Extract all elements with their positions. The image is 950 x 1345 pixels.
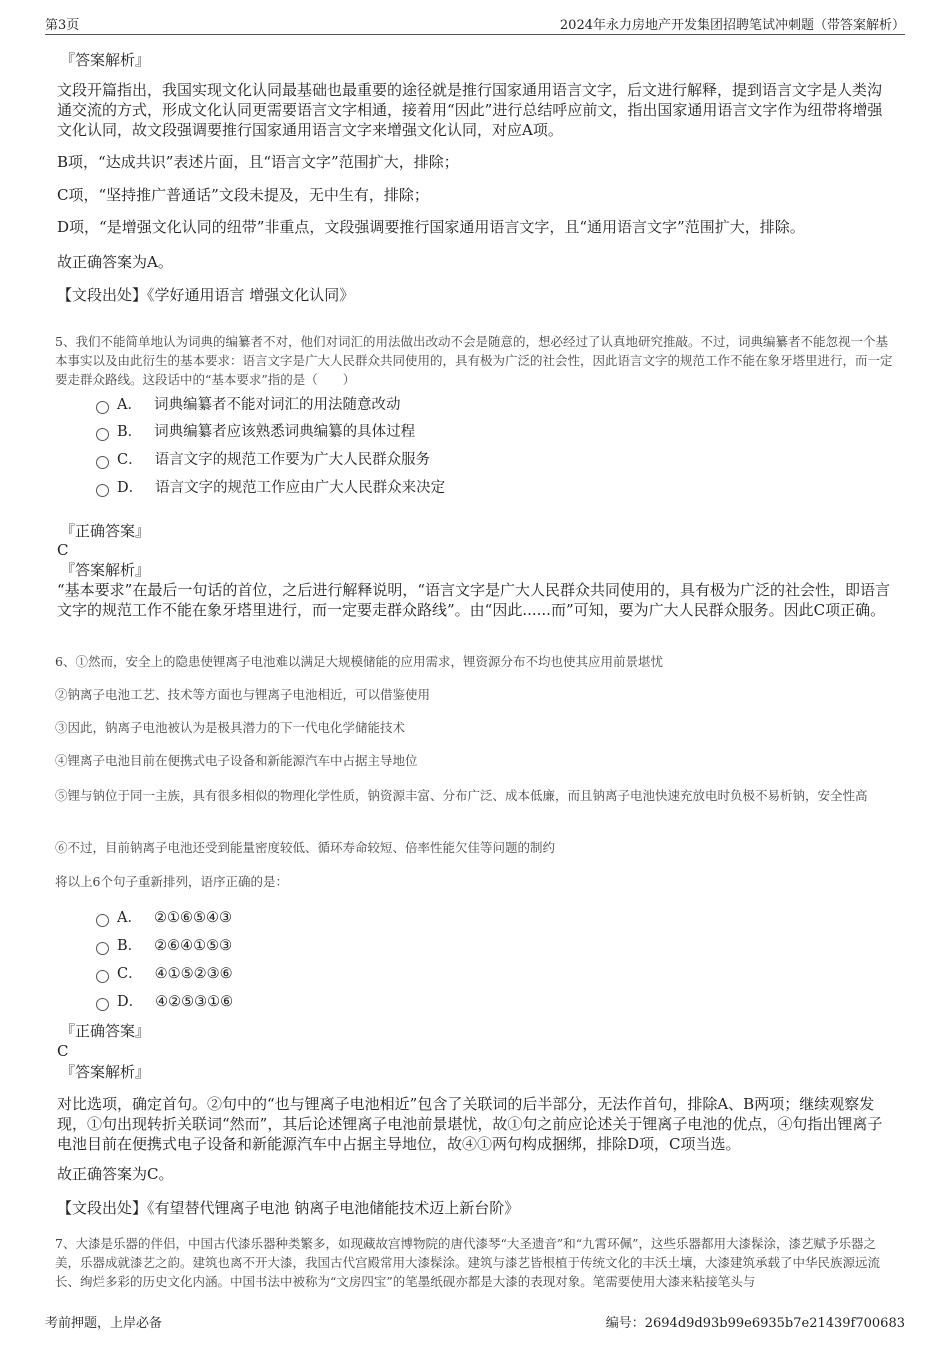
q5-analysis-label: 『答案解析』 — [60, 561, 151, 579]
option-text: ②⑥④①⑤③ — [154, 938, 233, 954]
q5-option-b[interactable] — [96, 422, 415, 442]
option-text: 词典编纂者应该熟悉词典编纂的具体过程 — [154, 424, 416, 440]
q5-option-d[interactable] — [96, 478, 445, 498]
q6-analysis-label: 『答案解析』 — [60, 1063, 151, 1081]
option-letter: A． — [117, 397, 142, 413]
q6-option-c[interactable] — [96, 964, 233, 984]
option-text: ④①⑤②③⑥ — [154, 966, 233, 982]
radio-icon[interactable] — [96, 998, 109, 1011]
q4-final-answer: 故正确答案为A。 — [57, 253, 173, 271]
q6-prompt: 将以上6个句子重新排列，语序正确的是： — [55, 874, 288, 889]
radio-icon[interactable] — [96, 484, 109, 497]
code-label: 编号： — [605, 1316, 645, 1331]
option-letter: B． — [117, 938, 143, 954]
q5-analysis: “基本要求”在最后一句话的首位，之后进行解释说明，“语言文字是广大人民群众共同使用的，具有极为广泛的社会性，即语言文字的规范工作不能在象牙塔里进行，而一定要走群众路线”。由“因此......而”可知，要为广大人民群众服务。因此C项正确。 — [57, 581, 891, 619]
option-text: ④②⑤③①⑥ — [155, 994, 234, 1010]
document-code — [606, 1312, 905, 1331]
q4-analysis-label: 『答案解析』 — [60, 51, 151, 69]
q5-stem: 5、我们不能简单地认为词典的编纂者不对，他们对词汇的用法做出改动不会是随意的，想必经过了认真地研究推敲。不过，词典编纂者不能忽视一个基本事实以及由此衍生的基本要求：语言文字是广大人民群众共同使用的，具有极为广泛的社会性，因此语言文字的规范工作不能在象牙塔里进行，而一定要走群众路线。这段话中的“基本要求”指的是（ ） — [55, 334, 893, 387]
q6-sentence-6: ⑥不过，目前钠离子电池还受到能量密度较低、循环寿命较短、倍率性能欠佳等问题的制约 — [55, 840, 556, 855]
radio-icon[interactable] — [96, 914, 109, 927]
q6-sentence-4: ④锂离子电池目前在便携式电子设备和新能源汽车中占据主导地位 — [55, 753, 418, 768]
document-title: 2024年永力房地产开发集团招聘笔试冲刺题（带答案解析） — [559, 18, 905, 33]
q6-answer-label: 『正确答案』 — [60, 1022, 151, 1040]
q4-analysis-paragraph: 文段开篇指出，我国实现文化认同最基础也最重要的途径就是推行国家通用语言文字，后文进行解释，提到语言文字是人类沟通交流的方式，形成文化认同更需要语言文字相通，接着用“因此”进行总结呼应前文，指出国家通用语言文字作为纽带将增强文化认同，故文段强调要推行国家通用语言文字来增强文化认同，对应A项。 — [57, 81, 883, 139]
option-letter: A． — [117, 910, 142, 926]
option-letter: C． — [117, 452, 143, 468]
footer-slogan: 考前押题，上岸必备 — [45, 1316, 163, 1331]
option-letter: C． — [117, 966, 143, 982]
q6-option-b[interactable] — [96, 936, 232, 956]
radio-icon[interactable] — [96, 456, 109, 469]
option-letter: D． — [117, 480, 144, 496]
q4-option-b-explanation: B项，“达成共识”表述片面，且“语言文字”范围扩大，排除； — [57, 153, 459, 171]
q4-option-c-explanation: C项，“坚持推广普通话”文段未提及，无中生有，排除； — [57, 186, 429, 204]
option-letter: B． — [117, 424, 143, 440]
q6-sentence-1: 6、①然而，安全上的隐患使锂离子电池难以满足大规模储能的应用需求，锂资源分布不均也使其应用前景堪忧 — [55, 654, 663, 669]
q5-answer: C — [57, 541, 69, 559]
q4-source: 【文段出处】《学好通用语言 增强文化认同》 — [57, 286, 355, 304]
option-text: 词典编纂者不能对词汇的用法随意改动 — [153, 397, 401, 413]
q6-sentence-5: ⑤锂与钠位于同一主族，具有很多相似的物理化学性质，钠资源丰富、分布广泛、成本低廉，而且钠离子电池快速充放电时负极不易析钠，安全性高 — [55, 788, 868, 803]
q5-option-a[interactable] — [96, 395, 400, 415]
q6-source: 【文段出处】《有望替代锂离子电池 钠离子电池储能技术迈上新台阶》 — [57, 1199, 520, 1217]
q6-answer: C — [57, 1042, 69, 1060]
page-number: 第3页 — [45, 18, 80, 33]
radio-icon[interactable] — [96, 970, 109, 983]
q5-option-c[interactable] — [96, 450, 430, 470]
option-letter: D． — [117, 994, 144, 1010]
option-text: 语言文字的规范工作应由广大人民群众来决定 — [155, 480, 446, 496]
q6-analysis: 对比选项，确定首句。②句中的“也与锂离子电池相近”包含了关联词的后半部分，无法作首句，排除A、B两项；继续观察发现，①句出现转折关联词“然而”，其后论述锂离子电池前景堪忧，故①句之前应论述关于锂离子电池的优点，④句指出锂离子电池目前在便携式电子设备和新能源汽车中占据主导地位，故④①两句构成捆绑，排除D项，C项当选。 — [57, 1095, 883, 1153]
q6-sentence-2: ②钠离子电池工艺、技术等方面也与锂离子电池相近，可以借鉴使用 — [55, 687, 431, 702]
q6-final-answer: 故正确答案为C。 — [57, 1165, 174, 1183]
page-header — [45, 14, 905, 35]
code-value: 2694d9d93b99e6935b7e21439f700683 — [644, 1316, 905, 1331]
q6-sentence-3: ③因此，钠离子电池被认为是极具潜力的下一代电化学储能技术 — [55, 720, 406, 735]
radio-icon[interactable] — [96, 942, 109, 955]
option-text: 语言文字的规范工作要为广大人民群众服务 — [154, 452, 431, 468]
radio-icon[interactable] — [96, 428, 109, 441]
q6-option-a[interactable] — [96, 908, 232, 928]
q6-option-d[interactable] — [96, 992, 233, 1012]
q4-option-d-explanation: D项，“是增强文化认同的纽带”非重点，文段强调要推行国家通用语言文字，且“通用语言文字”范围扩大，排除。 — [57, 218, 805, 236]
q7-stem: 7、大漆是乐器的伴侣，中国古代漆乐器种类繁多，如现藏故宫博物院的唐代漆琴“大圣遗音”和“九霄环佩”，这些乐器都用大漆髹涂，漆艺赋予乐器之美，乐器成就漆艺之韵。建筑也离不开大漆，我国古代宫殿常用大漆髹涂。建筑与漆艺皆根植于传统文化的丰沃土壤，大漆建筑承载了中华民族源远流长、绚烂多彩的历史文化内涵。中国书法中被称为“文房四宝”的笔墨纸砚亦都是大漆的表现对象。笔需要使用大漆来粘接笔头与 — [55, 1236, 881, 1289]
radio-icon[interactable] — [96, 401, 109, 414]
q5-answer-label: 『正确答案』 — [60, 522, 151, 540]
option-text: ②①⑥⑤④③ — [153, 910, 232, 926]
